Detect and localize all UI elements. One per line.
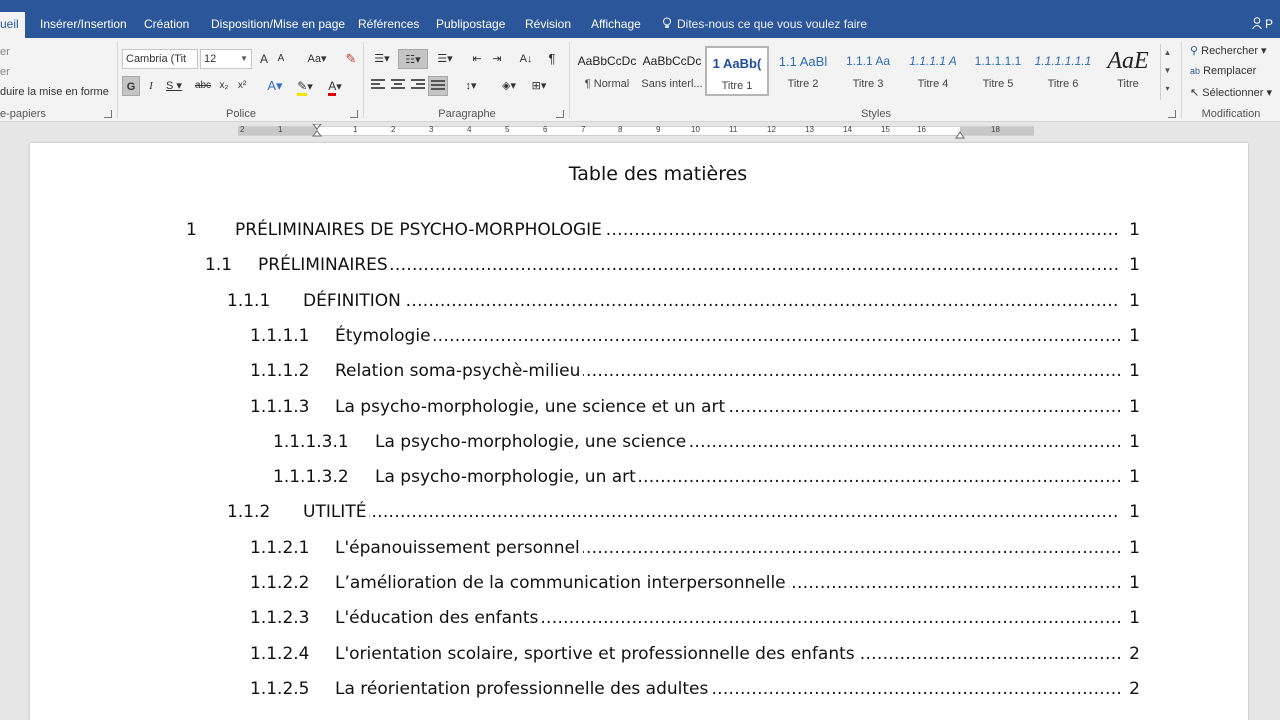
tell-me-text: Dites-nous ce que vous voulez faire [677,17,868,31]
toc-entry-text: L'orientation scolaire, sportive et professionnelle des enfants [335,641,858,667]
toc-entry-number: 1.1.2.1 [250,537,310,558]
numbering-button[interactable]: ☷▾ [398,49,428,69]
align-center-icon[interactable] [390,76,408,96]
clipboard-item-copy[interactable]: er [0,66,10,78]
underline-button[interactable]: S ▾ [166,80,182,92]
toc-entry[interactable] [250,605,1146,631]
grow-font-button[interactable]: A [259,52,268,66]
toc-dot-leader [303,288,1120,314]
font-name-combo[interactable] [122,49,198,69]
format-painter-button[interactable]: duire la mise en forme [0,86,109,98]
find-button[interactable]: ⚲ Rechercher ▾ [1190,45,1267,57]
align-right-icon[interactable] [410,76,428,96]
font-name-value: Cambria (Tit [126,53,187,65]
user-account[interactable] [1252,14,1280,34]
style-name: Titre 1 [721,80,753,92]
font-color-icon: A [328,79,336,96]
chevron-down-icon: ▼ [240,54,248,63]
tab-inserer[interactable]: Insérer/Insertion [40,17,127,31]
style-name: Titre 2 [787,78,819,90]
replace-label: Remplacer [1203,65,1257,77]
paragraph-dialog-launcher[interactable] [556,110,564,118]
clipboard-dialog-launcher[interactable] [104,110,112,118]
style-name: Titre 5 [982,78,1014,90]
toc-entry-page: 1 [1129,573,1140,593]
style-name: Titre 3 [852,78,884,90]
toc-entry[interactable] [250,394,1146,420]
bold-button[interactable]: G [122,76,140,96]
subscript-button[interactable]: x₂ [219,80,229,91]
group-font [118,38,364,122]
toc-entry-number: 1.1.1.3.2 [273,467,349,488]
replace-icon: ab [1190,66,1201,76]
ruler-mark: 14 [843,125,852,134]
group-editing [1182,38,1280,122]
toc-entry[interactable] [250,641,1146,667]
toc-entry-number: 1.1.2 [227,502,271,523]
toc-entry-page: 2 [1129,678,1140,699]
toc-entry-text: PRÉLIMINAIRES [258,252,391,278]
ruler-mark: 1 [278,125,283,134]
ruler-mark: 7 [581,125,586,134]
styles-gallery-scroll[interactable] [1160,44,1174,100]
bullet-list-icon: ☰ [374,53,385,65]
chevron-down-icon[interactable]: ▼ [1163,66,1172,75]
toc-entry[interactable] [250,323,1146,349]
toc-entry[interactable] [227,499,1146,525]
ruler-mark: 1 [353,125,358,134]
tab-revision[interactable]: Révision [525,17,572,31]
toc-title: Table des matières [568,163,748,185]
style-titre-3[interactable] [836,46,900,96]
paint-bucket-icon: ◈ [502,80,511,92]
style-preview: AaE [1107,48,1149,74]
ruler-mark: 11 [729,125,738,134]
select-button[interactable]: ↖ Sélectionner ▾ [1190,87,1273,99]
ruler-mark: 9 [656,125,661,134]
toc-entry-page: 1 [1129,220,1140,240]
tab-accueil[interactable]: ueil [0,12,25,38]
show-formatting-icon[interactable]: ¶ [548,51,556,66]
styles-dialog-launcher[interactable] [1168,110,1176,118]
toc-entry-number: 1.1.2.3 [250,608,310,629]
toc-entry-text: L'épanouissement personnel [335,535,583,561]
toc-entry[interactable] [273,464,1146,490]
chevron-up-icon[interactable]: ▲ [1163,48,1172,57]
style-name: Titre 4 [917,78,949,90]
borders-icon: ⊞ [531,80,541,92]
line-spacing-button[interactable]: ↕▾ [465,80,477,92]
highlighter-icon: ✎ [297,79,307,96]
toc-entry[interactable] [250,676,1146,702]
toc-entry-text: La psycho-morphologie, une science [375,429,689,455]
toc-entry-number: 1.1.1.2 [250,361,310,382]
toc-entry-text: Relation soma-psychè-milieu [335,358,583,384]
font-group-label: Police [226,108,256,120]
right-indent-marker-icon[interactable] [955,129,965,139]
toc-dot-leader [303,499,1120,525]
decrease-indent-icon[interactable]: ⇤ [472,53,482,65]
tab-affichage[interactable]: Affichage [591,17,641,31]
ruler-mark: 12 [767,125,776,134]
cursor-icon: ↖ [1190,87,1200,99]
shrink-font-button[interactable]: A [277,53,285,64]
select-label: Sélectionner [1202,87,1264,99]
italic-button[interactable]: I [149,80,153,92]
toc-entry[interactable] [186,217,1146,243]
ruler-mark: 6 [543,125,548,134]
style-preview: 1.1.1.1.1.1 [1034,54,1092,68]
sort-button[interactable]: A↓ [519,53,533,65]
toc-entry-text: L’amélioration de la communication interpersonnelle [335,570,789,596]
ruler-mark: 2 [391,125,396,134]
group-paragraph [364,38,570,122]
style-name: Sans interl... [641,78,703,90]
toc-entry-page: 1 [1129,361,1140,382]
toc-entry-number: 1.1 [205,255,233,276]
borders-button[interactable]: ⊞▾ [531,80,547,92]
lightbulb-icon [662,17,672,29]
toc-entry-page: 1 [1129,537,1140,558]
user-icon [1252,17,1262,29]
ribbon [0,38,1280,122]
highlight-color-button[interactable]: ✎▾ [292,76,318,96]
toc-entry-text: La psycho-morphologie, un art [375,464,639,490]
toc-entry-number: 1.1.2.4 [250,643,310,664]
search-icon: ⚲ [1190,45,1199,57]
ruler-mark: 16 [917,125,926,134]
numbered-list-icon: ☷ [405,54,416,66]
superscript-button[interactable]: x² [237,80,247,91]
toc-entry-page: 1 [1129,290,1140,311]
styles-group-label: Styles [861,108,891,120]
toc-entry-number: 1.1.1.1 [250,325,310,346]
tab-publipostage[interactable]: Publipostage [436,17,506,31]
toc-entry-number: 1.1.2.2 [250,573,310,593]
toc-entry-page: 1 [1129,431,1140,452]
indent-marker-icon[interactable] [312,124,322,140]
ruler-mark: 4 [467,125,472,134]
ruler-mark: 10 [691,125,700,134]
ribbon-tab-bar [0,0,1280,38]
font-size-combo[interactable] [200,49,252,69]
toc-entry-page: 1 [1129,502,1140,523]
style-titre-5[interactable] [966,46,1030,96]
style-titre-1[interactable] [705,46,769,96]
bullets-button[interactable]: ☰▾ [374,53,390,65]
clipboard-item-cut[interactable]: er [0,46,10,58]
toc-entry-text: L'éducation des enfants [335,605,541,631]
style-normal[interactable] [575,46,639,96]
style-preview: 1.1.1 Aa [845,54,891,68]
title-bar-remnant [0,0,60,6]
paragraph-group-label: Paragraphe [438,108,496,120]
toc-entry-number: 1.1.1.3 [250,396,310,417]
replace-button[interactable] [1190,65,1256,77]
line-spacing-icon: ↕ [465,80,471,92]
editing-group-label: Modification [1201,108,1261,120]
ruler-mark: 15 [881,125,890,134]
toc-entry[interactable] [273,429,1146,455]
change-case-button[interactable]: Aa▾ [307,53,327,65]
shading-button[interactable]: ◈▾ [502,80,516,92]
style-sans-interligne[interactable] [640,46,704,96]
style-name: Titre 6 [1047,78,1079,90]
toc-entry-text: PRÉLIMINAIRES DE PSYCHO-MORPHOLOGIE [235,217,605,243]
tell-me-box[interactable] [662,14,867,34]
toc-entry[interactable] [227,288,1146,314]
toc-entry-number: 1.1.2.5 [250,678,310,699]
font-dialog-launcher[interactable] [350,110,358,118]
style-preview: 1.1.1.1.1 [974,54,1022,68]
style-preview: AaBbCcDc [577,54,637,68]
style-name: Titre [1117,78,1139,90]
toc-entry-text: Étymologie [335,323,434,349]
toc-entry-page: 1 [1129,255,1140,276]
find-label: Rechercher [1201,45,1258,57]
toc-entry-page: 2 [1129,643,1140,664]
style-titre[interactable] [1096,46,1160,96]
clear-formatting-icon[interactable]: ✎ [345,51,357,66]
ruler-mark: 3 [429,125,434,134]
group-clipboard [0,38,118,122]
toc-entry-number: 1 [186,220,197,240]
strikethrough-button[interactable]: abc [194,80,212,91]
more-styles-icon[interactable]: ▾ [1165,84,1170,93]
ruler-mark: 13 [805,125,814,134]
toc-entry-page: 1 [1129,608,1140,629]
ruler-mark: 5 [505,125,510,134]
ruler-mark: 2 [240,125,245,134]
styles-gallery [575,44,1175,100]
style-preview: 1 AaBb( [712,56,762,71]
style-preview: AaBbCcDc [642,54,702,68]
ruler-mark: 8 [618,125,623,134]
toc-entry[interactable] [205,252,1146,278]
toc-entry-text: La réorientation professionnelle des adultes [335,676,711,702]
toc-entry-page: 1 [1129,396,1140,417]
toc-entry-number: 1.1.1.3.1 [273,431,349,452]
style-preview: 1.1.1.1 A [909,54,957,68]
document-page[interactable] [30,143,1248,720]
style-titre-2[interactable] [771,46,835,96]
tab-references[interactable]: Références [358,17,420,31]
style-titre-4[interactable] [901,46,965,96]
align-left-icon[interactable] [370,76,388,96]
font-size-value: 12 [204,53,217,65]
toc-entry[interactable] [250,570,1146,596]
tab-disposition[interactable]: Disposition/Mise en page [211,17,346,31]
toc-entry-text: La psycho-morphologie, une science et un art [335,394,728,420]
multilevel-list-button[interactable]: ☰▾ [437,53,453,65]
tab-creation[interactable]: Création [144,17,190,31]
justify-icon[interactable] [428,76,448,96]
toc-entry-page: 1 [1129,467,1140,488]
text-effects-button[interactable]: A▾ [267,78,283,93]
toc-dot-leader [335,323,1120,349]
toc-entry[interactable] [250,535,1146,561]
style-titre-6[interactable] [1031,46,1095,96]
toc-entry-text: DÉFINITION [303,288,404,314]
toc-entry-page: 1 [1129,325,1140,346]
horizontal-ruler[interactable] [238,126,1034,136]
clipboard-group-label: e-papiers [0,108,46,120]
user-initial: P [1265,17,1274,31]
ruler-mark: 18 [991,125,1000,134]
toc-entry-number: 1.1.1 [227,290,271,311]
increase-indent-icon[interactable]: ⇥ [492,53,502,65]
toc-entry-text: UTILITÉ [303,499,369,525]
style-preview: 1.1 AaBl [778,54,828,69]
toc-entry[interactable] [250,358,1146,384]
font-color-button[interactable]: A▾ [322,76,348,96]
multilevel-list-icon: ☰ [437,53,448,65]
style-name: ¶ Normal [584,78,630,90]
